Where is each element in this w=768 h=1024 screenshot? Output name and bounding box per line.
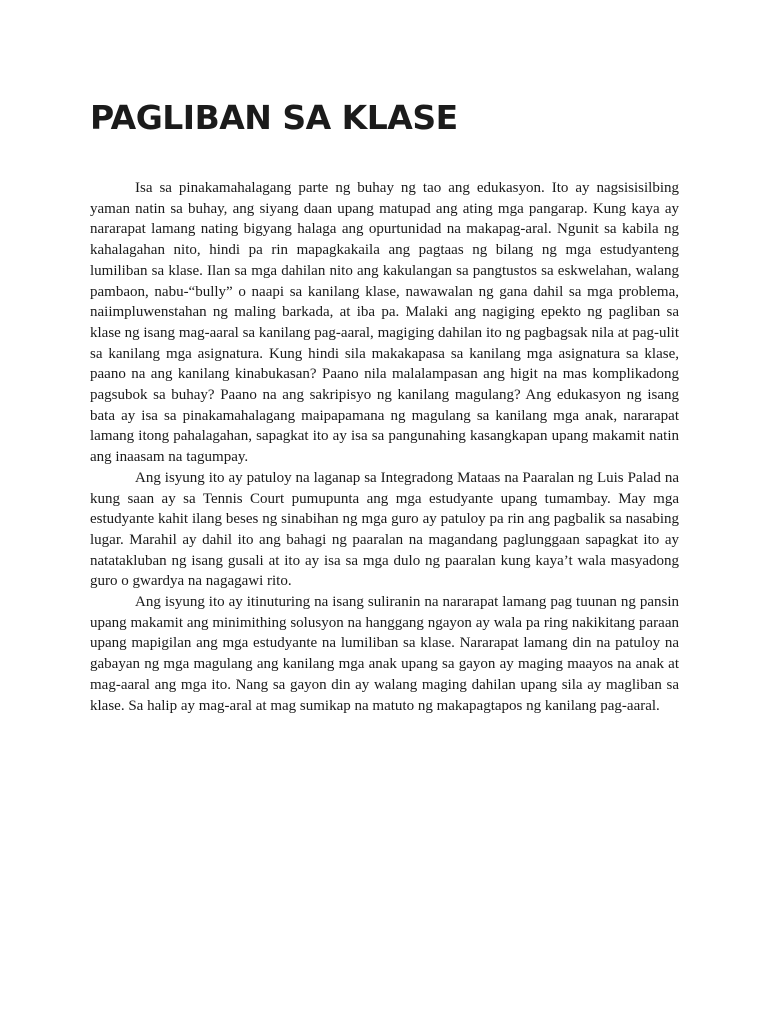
document-title: PAGLIBAN SA KLASE bbox=[90, 98, 458, 137]
paragraph-2: Ang isyung ito ay patuloy na laganap sa Integradong Mataas na Paaralan ng Luis Palad na kung saan ay sa Tennis Court pumupunta ang mga estudyante upang tumambay. May mga estudyante kahit ilang beses ng sinabihan ng mga guro ay patuloy pa rin ang pagbalik sa nasabing lugar. Marahil ay dahil ito ang bahagi ng paaralan na magandang paglunggaan sapagkat ito ay natatakluban ng isang gusali at ito ay isa sa mga dulo ng paaralan kung kaya’t wala masyadong guro o gwardya na nagagawi rito. bbox=[90, 469, 679, 590]
paragraph-1: Isa sa pinakamahalagang parte ng buhay ng tao ang edukasyon. Ito ay nagsisisilbing yaman natin sa buhay, ang siyang daan upang matupad ang ating mga pangarap. Kung kaya ay nararapat lamang nating bigyang halaga ang opurtunidad na makapag-aral. Ngunit sa kabila ng kahalagahan nito, hindi pa rin mapagkakaila ang pagtaas ng bilang ng mga estudyanteng lumiliban sa klase. Ilan sa mga dahilan nito ang kakulangan sa pangtustos sa eskwelahan, walang pambaon, nabu-“bully” o naapi sa kanilang klase, nawawalan ng gana dahil sa mga problema, naiimpluwenstahan ng maling barkada, at iba pa. Malaki ang nagiging epekto ng pagliban sa klase ng isang mag-aaral sa kanilang pag-aaral, magiging dahilan ito ng pagbagsak nila at pag-ulit sa kanilang mga asignatura. Kung hindi sila makakapasa sa kanilang mga asignatura sa klase, paano na ang kanilang kinabukasan? Paano nila malalampasan ang higit na mas komplikadong pagsubok sa buhay? Paano na ang sakripisyo ng kanilang magulang? Ang edukasyon ng isang bata ay isa sa pinakamahalagang maipapamana ng magulang sa kanilang mga anak, nararapat lamang itong pahalagahan, sapagkat ito ay isa sa pangunahing kasangkapan upang makamit natin ang inaasam na tagumpay. bbox=[90, 180, 679, 466]
document-body bbox=[90, 178, 679, 716]
paragraph-3: Ang isyung ito ay itinuturing na isang suliranin na nararapat lamang pag tuunan ng pansin upang makamit ang minimithing solusyon na hanggang ngayon ay wala pa ring nakikitang paraan upang mapigilan ang mga estudyante na lumiliban sa klase. Nararapat lamang din na patuloy na gabayan ng mga magulang ang kanilang mga anak upang sa gayon ay maging maayos na anak at mag-aaral ang mga ito. Nang sa gayon din ay walang maging dahilan upang sila ay magliban sa klase. Sa halip ay mag-aral at mag sumikap na matuto ng makapagtapos ng kanilang pag-aaral. bbox=[90, 594, 679, 714]
